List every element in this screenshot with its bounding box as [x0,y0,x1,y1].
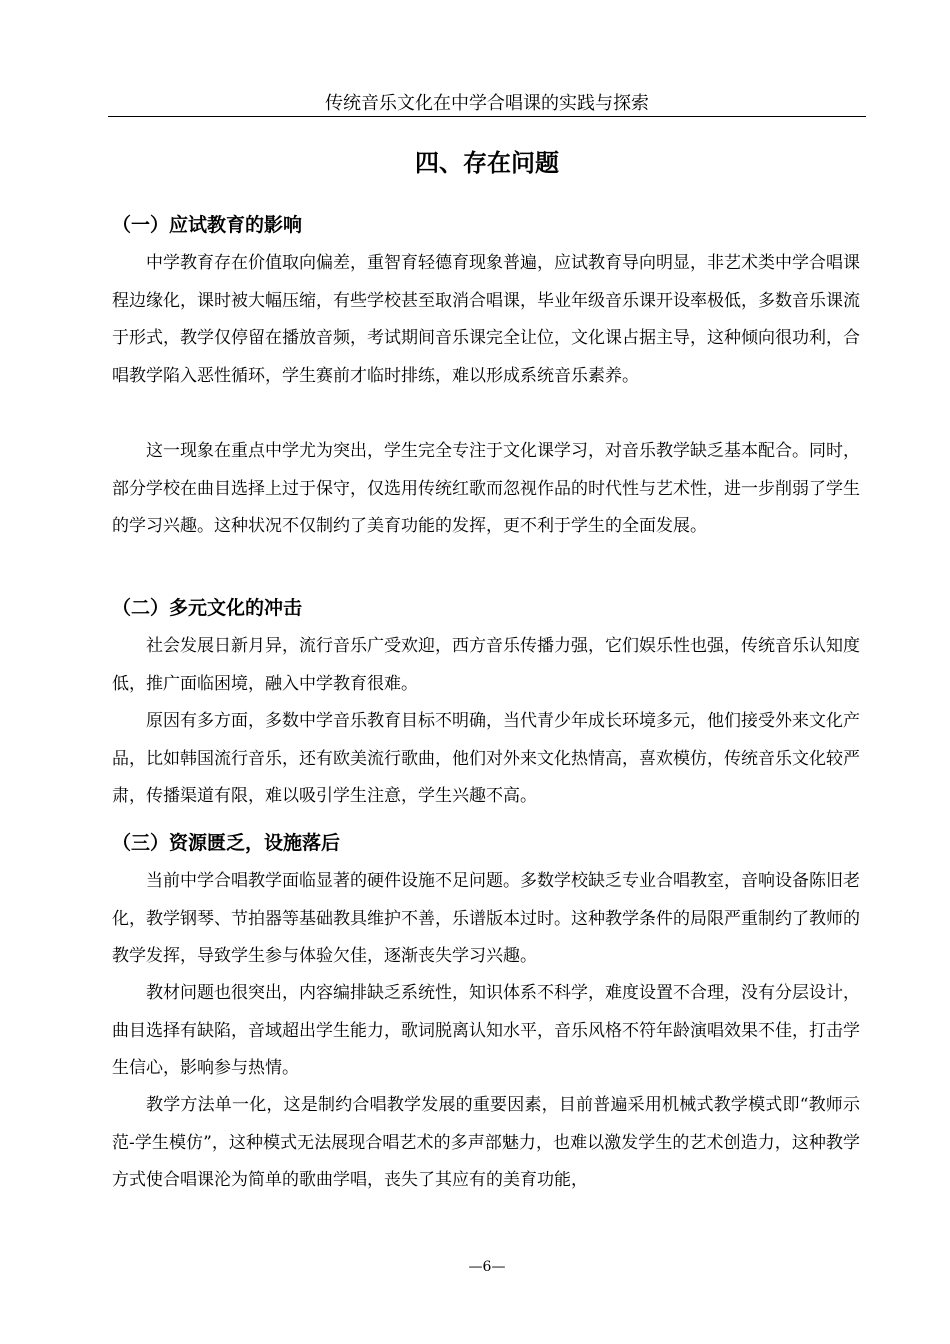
section-heading: （三）资源匮乏，设施落后 [112,832,341,854]
page-number: —6— [468,1259,506,1275]
paragraph: 当前中学合唱教学面临显著的硬件设施不足问题。多数学校缺乏专业合唱教室，音响设备陈旧老化，教学钢琴、节拍器等基础教具维护不善，乐谱版本过时。这种教学条件的局限严重制约了教师的教学发挥，导致学生参与体验欠佳，逐渐丧失学习兴趣。 [112,871,860,966]
paragraph: 教学方法单一化，这是制约合唱教学发展的重要因素，目前普遍采用机械式教学模式即“教师示范-学生模仿”，这种模式无法展现合唱艺术的多声部魅力，也难以激发学生的艺术创造力，这种教学方式使合唱课沦为简单的歌曲学唱，丧失了其应有的美育功能， [112,1095,860,1190]
paragraph: 原因有多方面，多数中学音乐教育目标不明确，当代青少年成长环境多元，他们接受外来文化产品，比如韩国流行音乐，还有欧美流行歌曲，他们对外来文化热情高，喜欢模仿，传统音乐文化较严肃，传播渠道有限，难以吸引学生注意，学生兴趣不高。 [112,711,860,806]
paragraph: 中学教育存在价值取向偏差，重智育轻德育现象普遍，应试教育导向明显，非艺术类中学合唱课程边缘化，课时被大幅压缩，有些学校甚至取消合唱课，毕业年级音乐课开设率极低，多数音乐课流于形式，教学仅停留在播放音频，考试期间音乐课完全让位，文化课占据主导，这种倾向很功利，合唱教学陷入恶性循环，学生赛前才临时排练，难以形成系统音乐素养。 [112,253,860,386]
section-heading: （一）应试教育的影响 [112,214,303,236]
paragraph: 社会发展日新月异，流行音乐广受欢迎，西方音乐传播力强，它们娱乐性也强，传统音乐认知度低，推广面临困境，融入中学教育很难。 [112,636,860,694]
paragraph: 这一现象在重点中学尤为突出，学生完全专注于文化课学习，对音乐教学缺乏基本配合。同时，部分学校在曲目选择上过于保守，仅选用传统红歌而忽视作品的时代性与艺术性，进一步削弱了学生的学习兴趣。这种状况不仅制约了美育功能的发挥，更不利于学生的全面发展。 [112,441,860,536]
chapter-title: 四、存在问题 [415,149,559,177]
paragraph: 教材问题也很突出，内容编排缺乏系统性，知识体系不科学，难度设置不合理，没有分层设计，曲目选择有缺陷，音域超出学生能力，歌词脱离认知水平，音乐风格不符年龄演唱效果不佳，打击学生信心，影响参与热情。 [112,983,860,1078]
header-divider [108,116,866,117]
running-header: 传统音乐文化在中学合唱课的实践与探索 [325,93,649,114]
section-heading: （二）多元文化的冲击 [112,597,303,619]
